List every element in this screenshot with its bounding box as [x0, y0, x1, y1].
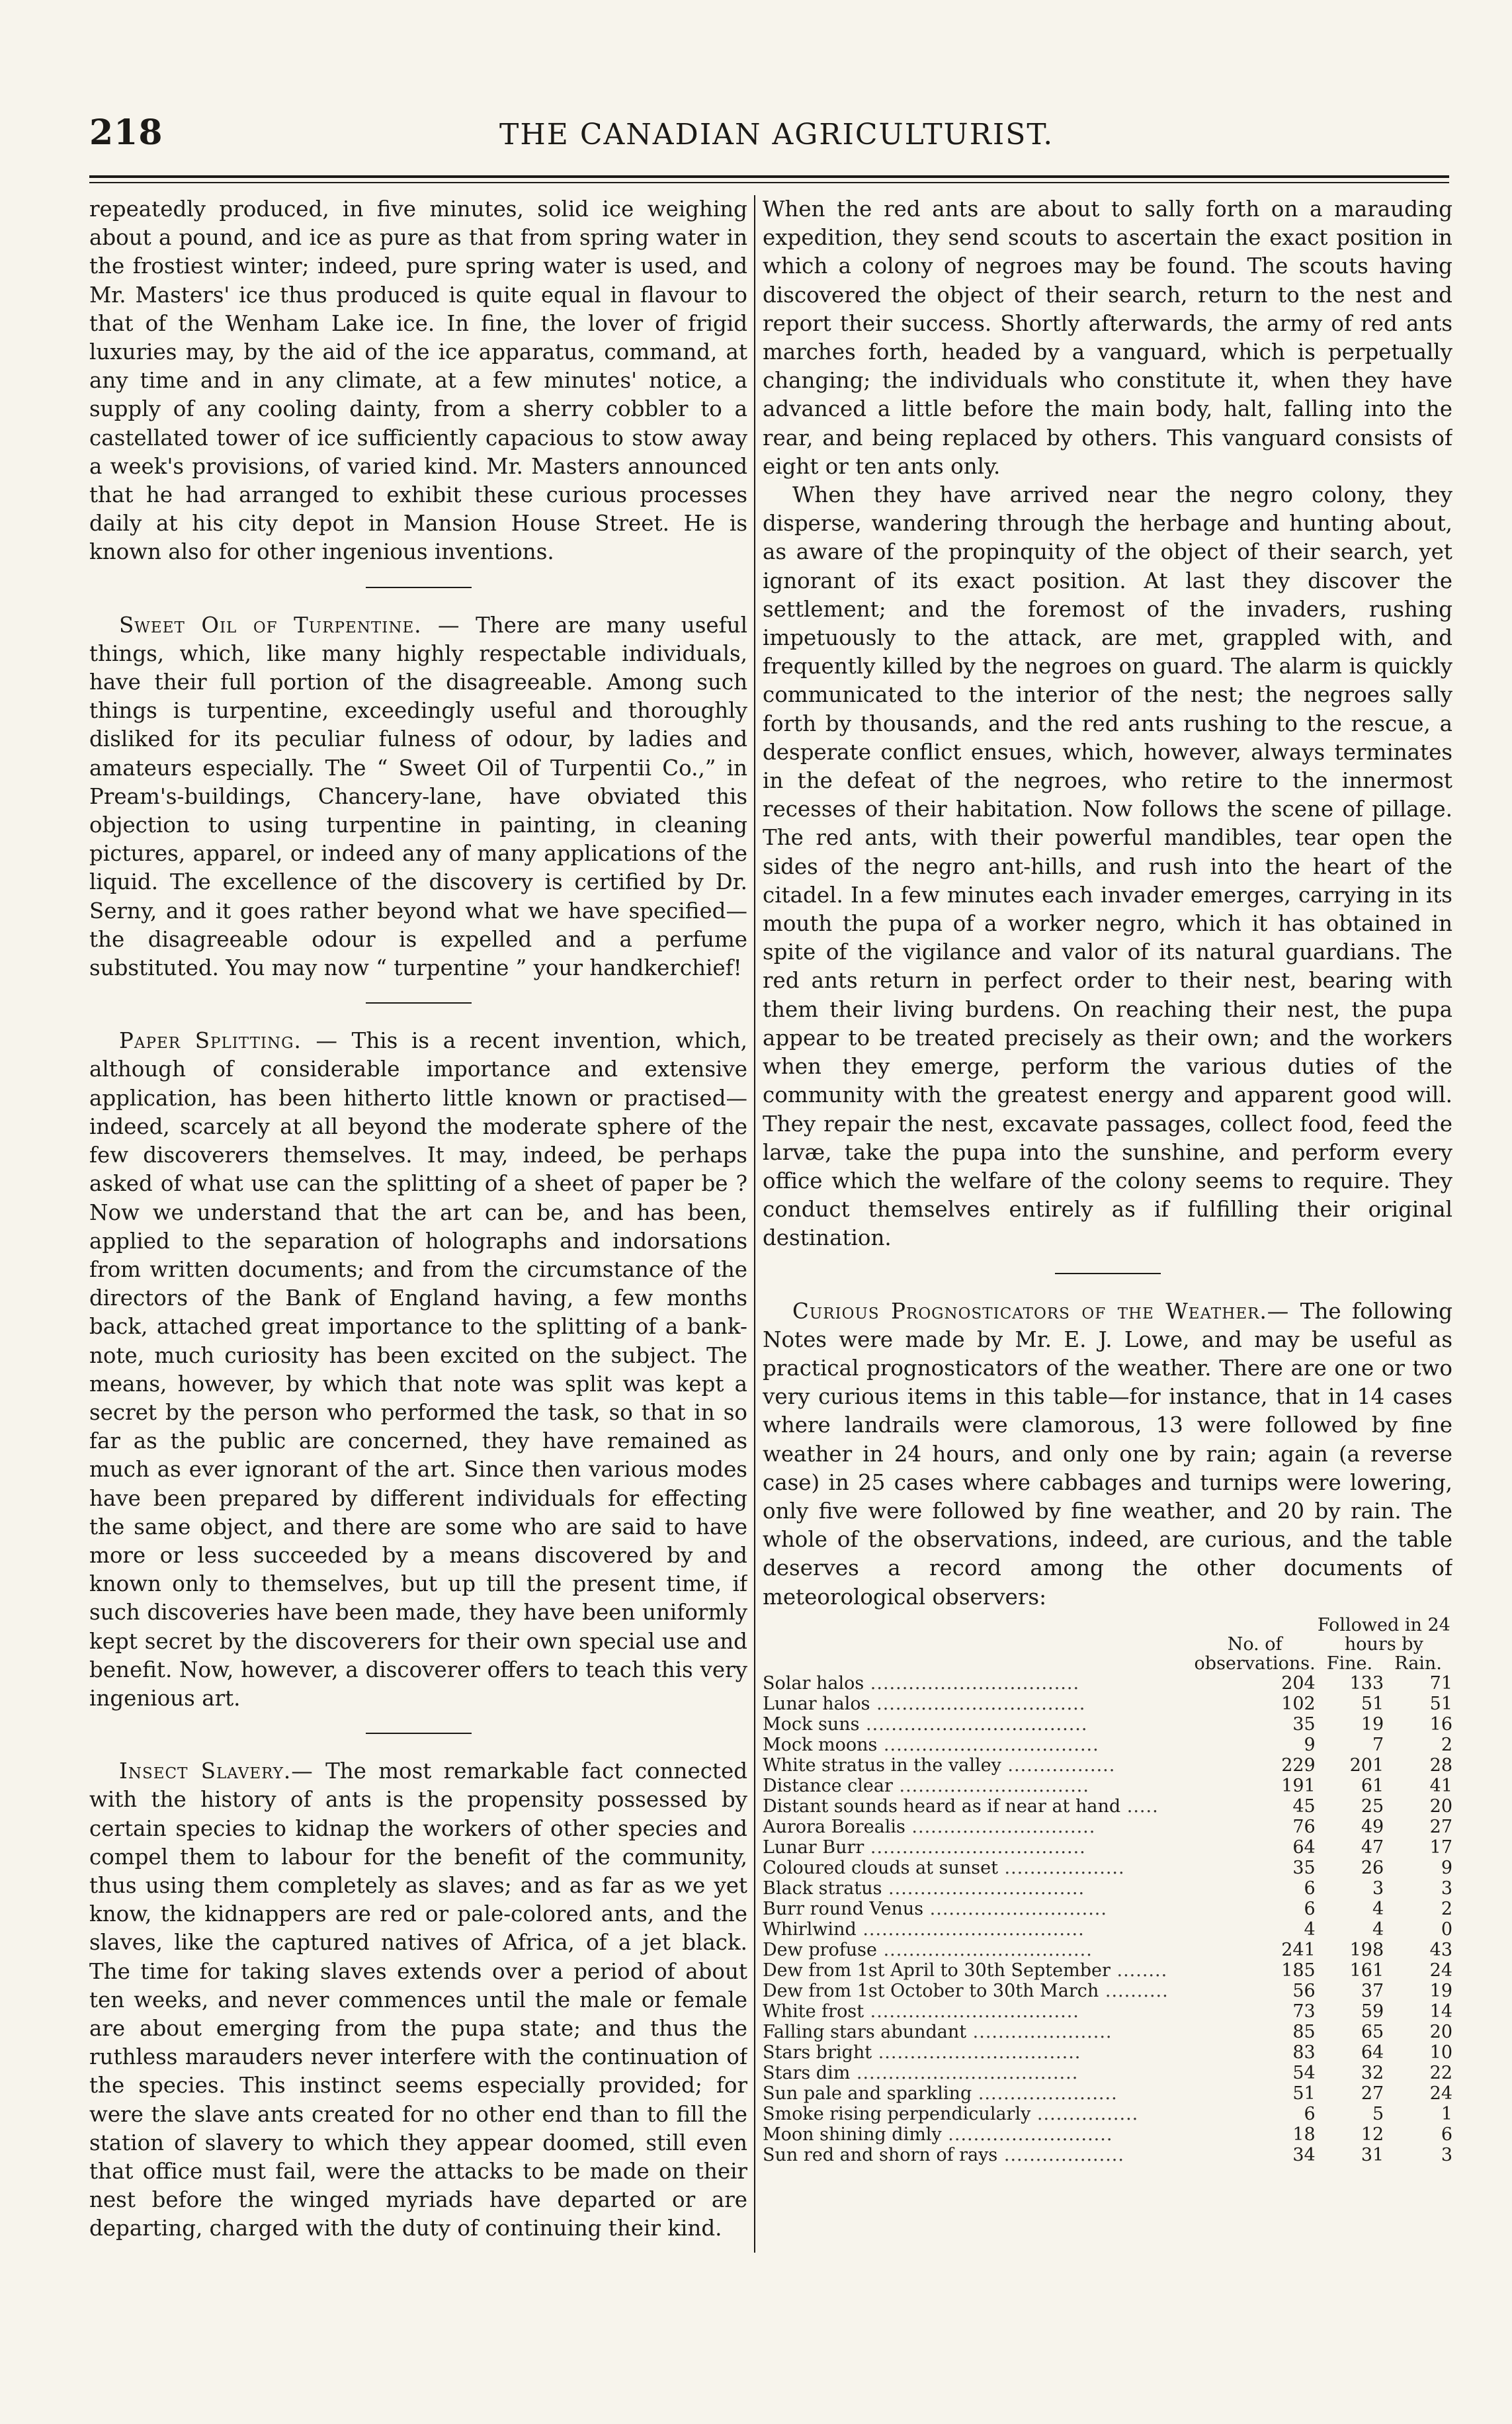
row-label: Smoke rising perpendicularly ................: [763, 2103, 1139, 2124]
turpentine-heading: Sweet Oil of Turpentine. —: [119, 612, 460, 638]
table-row: [763, 2001, 1452, 2022]
table-row: [763, 1796, 1452, 1817]
paper-splitting-heading: Paper Splitting. —: [119, 1028, 338, 1054]
row-rain: 41: [1429, 1775, 1452, 1796]
row-rain: 24: [1429, 2083, 1452, 2104]
row-label: Lunar halos .................................: [763, 1693, 1086, 1714]
table-row: [763, 1940, 1452, 1960]
table-row: [763, 1919, 1452, 1940]
row-obs: 64: [1292, 1837, 1316, 1858]
row-obs: 83: [1292, 2042, 1316, 2063]
weather-heading: Curious Prognosticators of the Weather.—: [792, 1298, 1290, 1324]
row-rain: 19: [1429, 1980, 1452, 2001]
row-label: Coloured clouds at sunset ...................: [763, 1857, 1125, 1878]
row-rain: 1: [1441, 2103, 1452, 2124]
journal-title: THE CANADIAN AGRICULTURIST.: [499, 118, 1054, 152]
turpentine-article: [89, 611, 747, 983]
row-label: Sun pale and sparkling ......................: [763, 2083, 1118, 2104]
row-fine: 5: [1372, 2103, 1384, 2124]
row-fine: 47: [1361, 1837, 1384, 1858]
row-obs: 6: [1304, 2103, 1316, 2124]
row-label: Stars dim ...................................: [763, 2062, 1079, 2083]
row-rain: 20: [1429, 2021, 1452, 2042]
row-fine: 26: [1361, 1857, 1384, 1878]
row-rain: 27: [1429, 1816, 1452, 1837]
row-obs: 9: [1304, 1734, 1316, 1755]
row-label: Stars bright ................................: [763, 2042, 1081, 2063]
row-fine: 64: [1361, 2042, 1384, 2063]
row-obs: 54: [1292, 2062, 1316, 2083]
row-fine: 201: [1349, 1754, 1384, 1776]
row-fine: 4: [1372, 1919, 1384, 1940]
insect-slavery-heading: Insect Slavery.—: [119, 1758, 314, 1784]
row-fine: 27: [1361, 2083, 1384, 2104]
ants-paragraph-2: When they have arrived near the negro colony, they disperse, wandering through the herbage and hunting about, as aware of the propinquity of the object of their search, yet ignorant of its exact position. At last they discover the settlement; and the foremost of the invaders, rushing impetuously to the attack, are met, grappled with, and frequently killed by the negroes on guard. The alarm is quickly communicated to the interior of the nest; the negroes sally forth by thousands, and the red ants rushing to the rescue, a desperate conflict ensues, which, however, always terminates in the defeat of the negroes, who retire to the innermost recesses of their habitation. Now follows the scene of pillage. The red ants, with their powerful mandibles, tear open the sides of the negro ant-hills, and rush into the heart of the citadel. In a few minutes each invader emerges, carrying in its mouth the pupa of a worker negro, which it has obtained in spite of the vigilance and valor of its natural guardians. The red ants return in perfect order to their nest, bearing with them their living burdens. On reaching their nest, the pupa appear to be treated precisely as their own; and the workers when they emerge, perform the various duties of the community with the greatest energy and apparent good will. They repair the nest, excavate passages, collect food, feed the larvæ, take the pupa into the sunshine, and perform every office which the welfare of the colony seems to require. They conduct themselves entirely as if fulfilling their original destination.: [763, 482, 1452, 1251]
row-obs: 85: [1292, 2021, 1316, 2042]
row-label: Dew profuse .................................: [763, 1939, 1093, 1960]
table-row: [763, 2145, 1452, 2165]
row-fine: 161: [1349, 1960, 1384, 1981]
row-obs: 229: [1281, 1754, 1316, 1776]
row-label: Aurora Borealis .............................: [763, 1816, 1096, 1837]
section-separator: [366, 1002, 472, 1004]
row-fine: 19: [1361, 1713, 1384, 1735]
right-column: [763, 195, 1452, 2378]
row-rain: 6: [1441, 2124, 1452, 2145]
section-separator: [1055, 1273, 1161, 1274]
row-obs: 76: [1292, 1816, 1316, 1837]
row-rain: 28: [1429, 1754, 1452, 1776]
table-row: [763, 1837, 1452, 1858]
ice-paragraph: repeatedly produced, in five minutes, solid ice weighing about a pound, and ice as pure as that from spring water in the frostiest winter; indeed, pure spring water is used, and Mr. Masters' ice thus produced is quite equal in flavour to that of the Wenham Lake ice. In fine, the lover of frigid luxuries may, by the aid of the ice apparatus, command, at any time and in any climate, at a few minutes' notice, a supply of any cooling dainty, from a sherry cobbler to a castellated tower of ice sufficiently capacious to stow away a week's provisions, of varied kind. Mr. Masters announced that he had arranged to exhibit these curious processes daily at his city depot in Mansion House Street. He is known also for other ingenious inventions.: [89, 196, 747, 565]
row-obs: 18: [1292, 2124, 1316, 2145]
row-obs: 56: [1292, 1980, 1316, 2001]
row-label: Dew from 1st October to 30th March ..........: [763, 1980, 1169, 2001]
weather-table-body: [763, 1673, 1452, 2165]
table-row: [763, 1673, 1452, 1694]
row-label: White frost .................................: [763, 2001, 1079, 2022]
row-label: Distance clear ..............................: [763, 1775, 1089, 1796]
table-row: [763, 2124, 1452, 2145]
row-obs: 6: [1304, 1878, 1316, 1899]
row-obs: 185: [1281, 1960, 1316, 1981]
row-label: Moon shining dimly ..........................: [763, 2124, 1113, 2145]
page-number: 218: [89, 112, 163, 153]
section-separator: [366, 1733, 472, 1734]
row-fine: 61: [1361, 1775, 1384, 1796]
row-fine: 3: [1372, 1878, 1384, 1899]
col-fine-header: Fine.: [1326, 1653, 1373, 1674]
left-column: [89, 195, 747, 2378]
row-label: Sun red and shorn of rays ...................: [763, 2144, 1124, 2165]
row-label: Lunar Burr ..................................: [763, 1837, 1086, 1858]
table-row: [763, 1817, 1452, 1837]
row-fine: 51: [1361, 1693, 1384, 1714]
weather-body: The following Notes were made by Mr. E. J. Lowe, and may be useful as practical prognosticators of the weather. There are one or two very curious items in this table—for instance, that in 14 cases where landrails were clamorous, 13 were followed by fine weather in 24 hours, and only one by rain; again (a reverse case) in 25 cases where cabbages and turnips were lowering, only five were followed by fine weather, and 20 by rain. The whole of the observations, indeed, are curious, and the table deserves a record among the other documents of meteorological observers:: [763, 1298, 1452, 1610]
row-rain: 51: [1429, 1693, 1452, 1714]
table-row: [763, 1714, 1452, 1735]
table-row: [763, 2042, 1452, 2063]
table-row: [763, 2063, 1452, 2083]
row-rain: 3: [1441, 1878, 1452, 1899]
row-fine: 7: [1372, 1734, 1384, 1755]
section-separator: [366, 587, 472, 588]
row-rain: 16: [1429, 1713, 1452, 1735]
row-fine: 65: [1361, 2021, 1384, 2042]
row-rain: 2: [1441, 1898, 1452, 1919]
row-label: Dew from 1st April to 30th September ........: [763, 1960, 1168, 1981]
column-divider: [754, 195, 755, 2253]
paper-splitting-article: [89, 1027, 747, 1713]
table-row: [763, 1981, 1452, 2001]
row-label: Whirlwind ...................................: [763, 1919, 1085, 1940]
row-rain: 71: [1429, 1672, 1452, 1694]
row-label: Falling stars abundant ......................: [763, 2021, 1113, 2042]
table-row: [763, 1960, 1452, 1981]
row-label: Distant sounds heard as if near at hand .....: [763, 1796, 1159, 1817]
table-row: [763, 1694, 1452, 1714]
row-fine: 4: [1372, 1898, 1384, 1919]
table-row: [763, 2083, 1452, 2104]
insect-slavery-body: The most remarkable fact connected with the history of ants is the propensity possessed by certain species to kidnap the workers of other species and compel them to labour for the benefit of the community, thus using them completely as slaves; and as far as we yet know, the kidnappers are red or pale-colored ants, and the slaves, like the captured natives of Africa, of a jet black. The time for taking slaves extends over a period of about ten weeks, and never commences until the male or female are about emerging from the pupa state; and thus the ruthless marauders never interfere with the continuation of the species. This instinct seems especially provided; for were the slave ants created for no other end than to fill the station of slavery to which they appear doomed, still even that office must fail, were the attacks to be made on their nest before the winged myriads have departed or are departing, charged with the duty of continuing their kind.: [89, 1758, 747, 2241]
row-rain: 24: [1429, 1960, 1452, 1981]
col-followed-header: Followed in 24 hours by: [1317, 1614, 1450, 1655]
table-row: [763, 1878, 1452, 1899]
row-obs: 73: [1292, 2001, 1316, 2022]
row-label: Mock suns ...................................: [763, 1713, 1088, 1735]
row-rain: 3: [1441, 2144, 1452, 2165]
ants-paragraph-1: When the red ants are about to sally forth on a marauding expedition, they send scouts to ascertain the exact position in which a colony of negroes may be found. The scouts having discovered the object of their search, return to the nest and report their success. Shortly afterwards, the army of red ants marches forth, headed by a vanguard, which is perpetually changing; the individuals who constitute it, when they have advanced a little before the main body, halt, falling into the rear, and being replaced by others. This vanguard consists of eight or ten ants only.: [763, 196, 1452, 479]
row-label: White stratus in the valley .................: [763, 1754, 1116, 1776]
row-rain: 20: [1429, 1796, 1452, 1817]
row-fine: 12: [1361, 2124, 1384, 2145]
row-fine: 31: [1361, 2144, 1384, 2165]
row-obs: 6: [1304, 1898, 1316, 1919]
insect-slavery-article: [89, 1757, 747, 2243]
row-fine: 198: [1349, 1939, 1384, 1960]
table-row: [763, 2104, 1452, 2124]
weather-table: [763, 1616, 1452, 2165]
row-rain: 9: [1441, 1857, 1452, 1878]
row-obs: 241: [1281, 1939, 1316, 1960]
row-rain: 0: [1441, 1919, 1452, 1940]
row-label: Burr round Venus ............................: [763, 1898, 1107, 1919]
row-rain: 14: [1429, 2001, 1452, 2022]
paper-splitting-body: This is a recent invention, which, although of considerable importance and extensive application, has been hitherto little known or practised—indeed, scarcely at all beyond the moderate sphere of the few discoverers themselves. It may, indeed, be perhaps asked of what use can the splitting of a sheet of paper be ? Now we understand that the art can be, and has been, applied to the separation of holographs and indorsations from written documents; and from the circumstance of the directors of the Bank of England having, a few months back, attached great importance to the splitting of a bank-note, much curiosity has been excited on the subject. The means, however, by which that note was split was kept a secret by the person who performed the task, so that in so far as the public are concerned, they have remained as much as ever ignorant of the art. Since then various modes have been prepared by different individuals for effecting the same object, and there are some who are said to have more or less succeeded by a means discovered by and known only to themselves, but up till the present time, if such discoveries have been made, they have been uniformly kept secret by the discoverers for their own special use and benefit. Now, however, a discoverer offers to teach this very ingenious art.: [89, 1028, 747, 1711]
row-obs: 4: [1304, 1919, 1316, 1940]
row-fine: 133: [1349, 1672, 1384, 1694]
row-rain: 2: [1441, 1734, 1452, 1755]
row-obs: 102: [1281, 1693, 1316, 1714]
col-rain-header: Rain.: [1394, 1653, 1442, 1674]
table-row: [763, 1755, 1452, 1776]
col-observations-header: No. of observations.: [1194, 1633, 1316, 1674]
row-obs: 35: [1292, 1857, 1316, 1878]
row-obs: 191: [1281, 1775, 1316, 1796]
table-row: [763, 1899, 1452, 1919]
row-fine: 32: [1361, 2062, 1384, 2083]
row-obs: 34: [1292, 2144, 1316, 2165]
running-head: [89, 112, 1452, 159]
row-obs: 45: [1292, 1796, 1316, 1817]
header-rule-thin: [89, 182, 1449, 183]
row-fine: 49: [1361, 1816, 1384, 1837]
row-label: Black stratus ...............................: [763, 1878, 1085, 1899]
row-fine: 37: [1361, 1980, 1384, 2001]
weather-article: [763, 1297, 1452, 1612]
row-rain: 22: [1429, 2062, 1452, 2083]
turpentine-body: There are many useful things, which, like many highly respectable individuals, have their full portion of the disagreeable. Among such things is turpentine, exceedingly useful and thoroughly disliked for its peculiar fulness of odour, by ladies and amateurs especially. The “ Sweet Oil of Turpentii Co.,” in Pream's-buildings, Chancery-lane, have obviated this objection to using turpentine in painting, in cleaning pictures, apparel, or indeed any of many applications of the liquid. The excellence of the discovery is certified by Dr. Serny, and it goes rather beyond what we have specified—the disagreeable odour is expelled and a perfume substituted. You may now “ turpentine ” your handkerchief!: [89, 612, 747, 981]
row-fine: 59: [1361, 2001, 1384, 2022]
row-rain: 17: [1429, 1837, 1452, 1858]
row-obs: 204: [1281, 1672, 1316, 1694]
table-row: [763, 1858, 1452, 1878]
table-row: [763, 2022, 1452, 2042]
table-row: [763, 1735, 1452, 1755]
table-row: [763, 1776, 1452, 1796]
row-label: Mock moons ..................................: [763, 1734, 1099, 1755]
row-obs: 35: [1292, 1713, 1316, 1735]
row-rain: 10: [1429, 2042, 1452, 2063]
header-rule-thick: [89, 175, 1449, 178]
row-obs: 51: [1292, 2083, 1316, 2104]
row-label: Solar halos .................................: [763, 1672, 1080, 1694]
row-fine: 25: [1361, 1796, 1384, 1817]
row-rain: 43: [1429, 1939, 1452, 1960]
